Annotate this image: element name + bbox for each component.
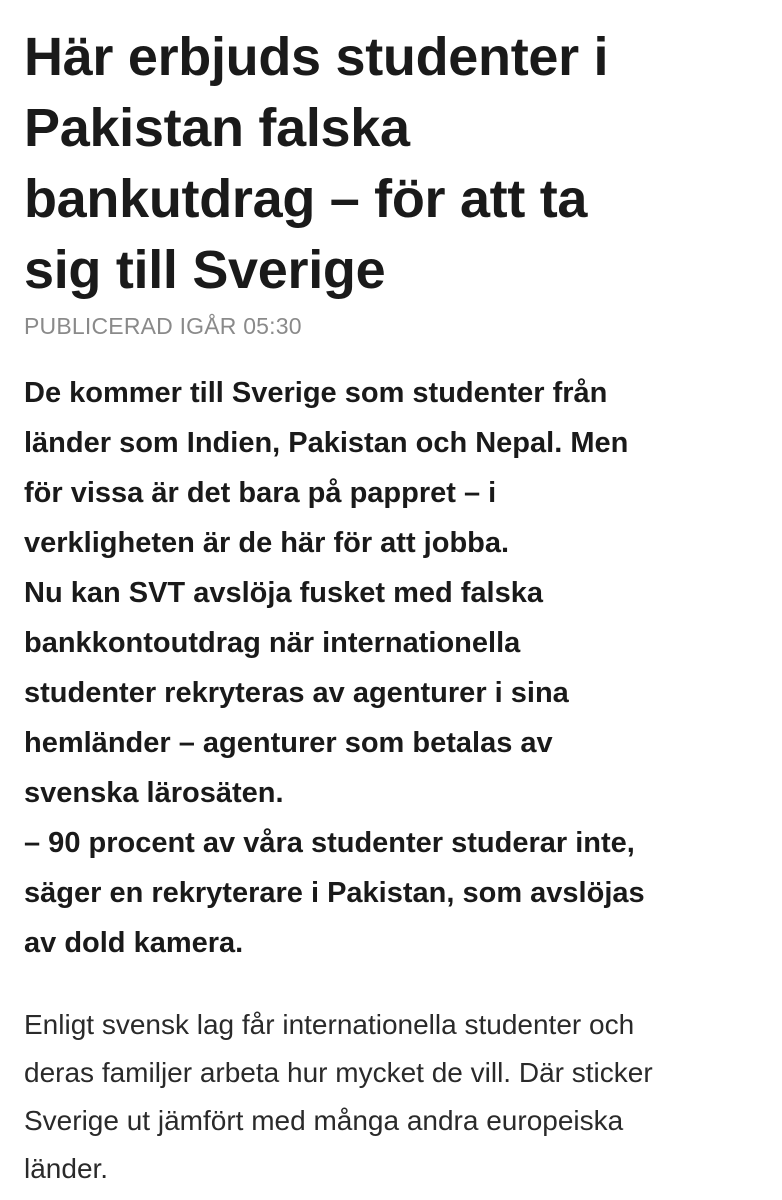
body-line: Sverige ut jämfört med många andra europeiska (24, 1105, 624, 1136)
lead-line: Nu kan SVT avslöja fusket med falska (24, 577, 543, 609)
lead-line: länder som Indien, Pakistan och Nepal. Men (24, 427, 629, 459)
article-headline (24, 22, 762, 306)
body-line: Enligt svensk lag får internationella studenter och (24, 1009, 635, 1040)
lead-line: De kommer till Sverige som studenter från (24, 377, 608, 409)
headline-line: Här erbjuds studenter i (24, 27, 609, 87)
article (24, 22, 762, 1193)
body-line: deras familjer arbeta hur mycket de vill. Där sticker (24, 1057, 653, 1088)
lead-line: studenter rekryteras av agenturer i sina (24, 677, 569, 709)
published-timestamp: PUBLICERAD IGÅR 05:30 (24, 313, 302, 339)
lead-line: hemländer – agenturer som betalas av (24, 727, 553, 759)
lead-line: svenska lärosäten. (24, 777, 284, 809)
lead-line: för vissa är det bara på pappret – i (24, 477, 497, 509)
headline-line: Pakistan falska (24, 98, 410, 158)
lead-line: av dold kamera. (24, 927, 244, 959)
lead-line: bankkontoutdrag när internationella (24, 627, 521, 659)
body-line: länder. (24, 1153, 109, 1184)
lead-line: säger en rekryterare i Pakistan, som avslöjas (24, 877, 645, 909)
headline-line: bankutdrag – för att ta (24, 169, 588, 229)
lead-line: – 90 procent av våra studenter studerar inte, (24, 827, 635, 859)
article-lead (24, 368, 762, 968)
headline-line: sig till Sverige (24, 240, 386, 300)
lead-line: verkligheten är de här för att jobba. (24, 527, 510, 559)
article-body-paragraph (24, 1001, 762, 1193)
